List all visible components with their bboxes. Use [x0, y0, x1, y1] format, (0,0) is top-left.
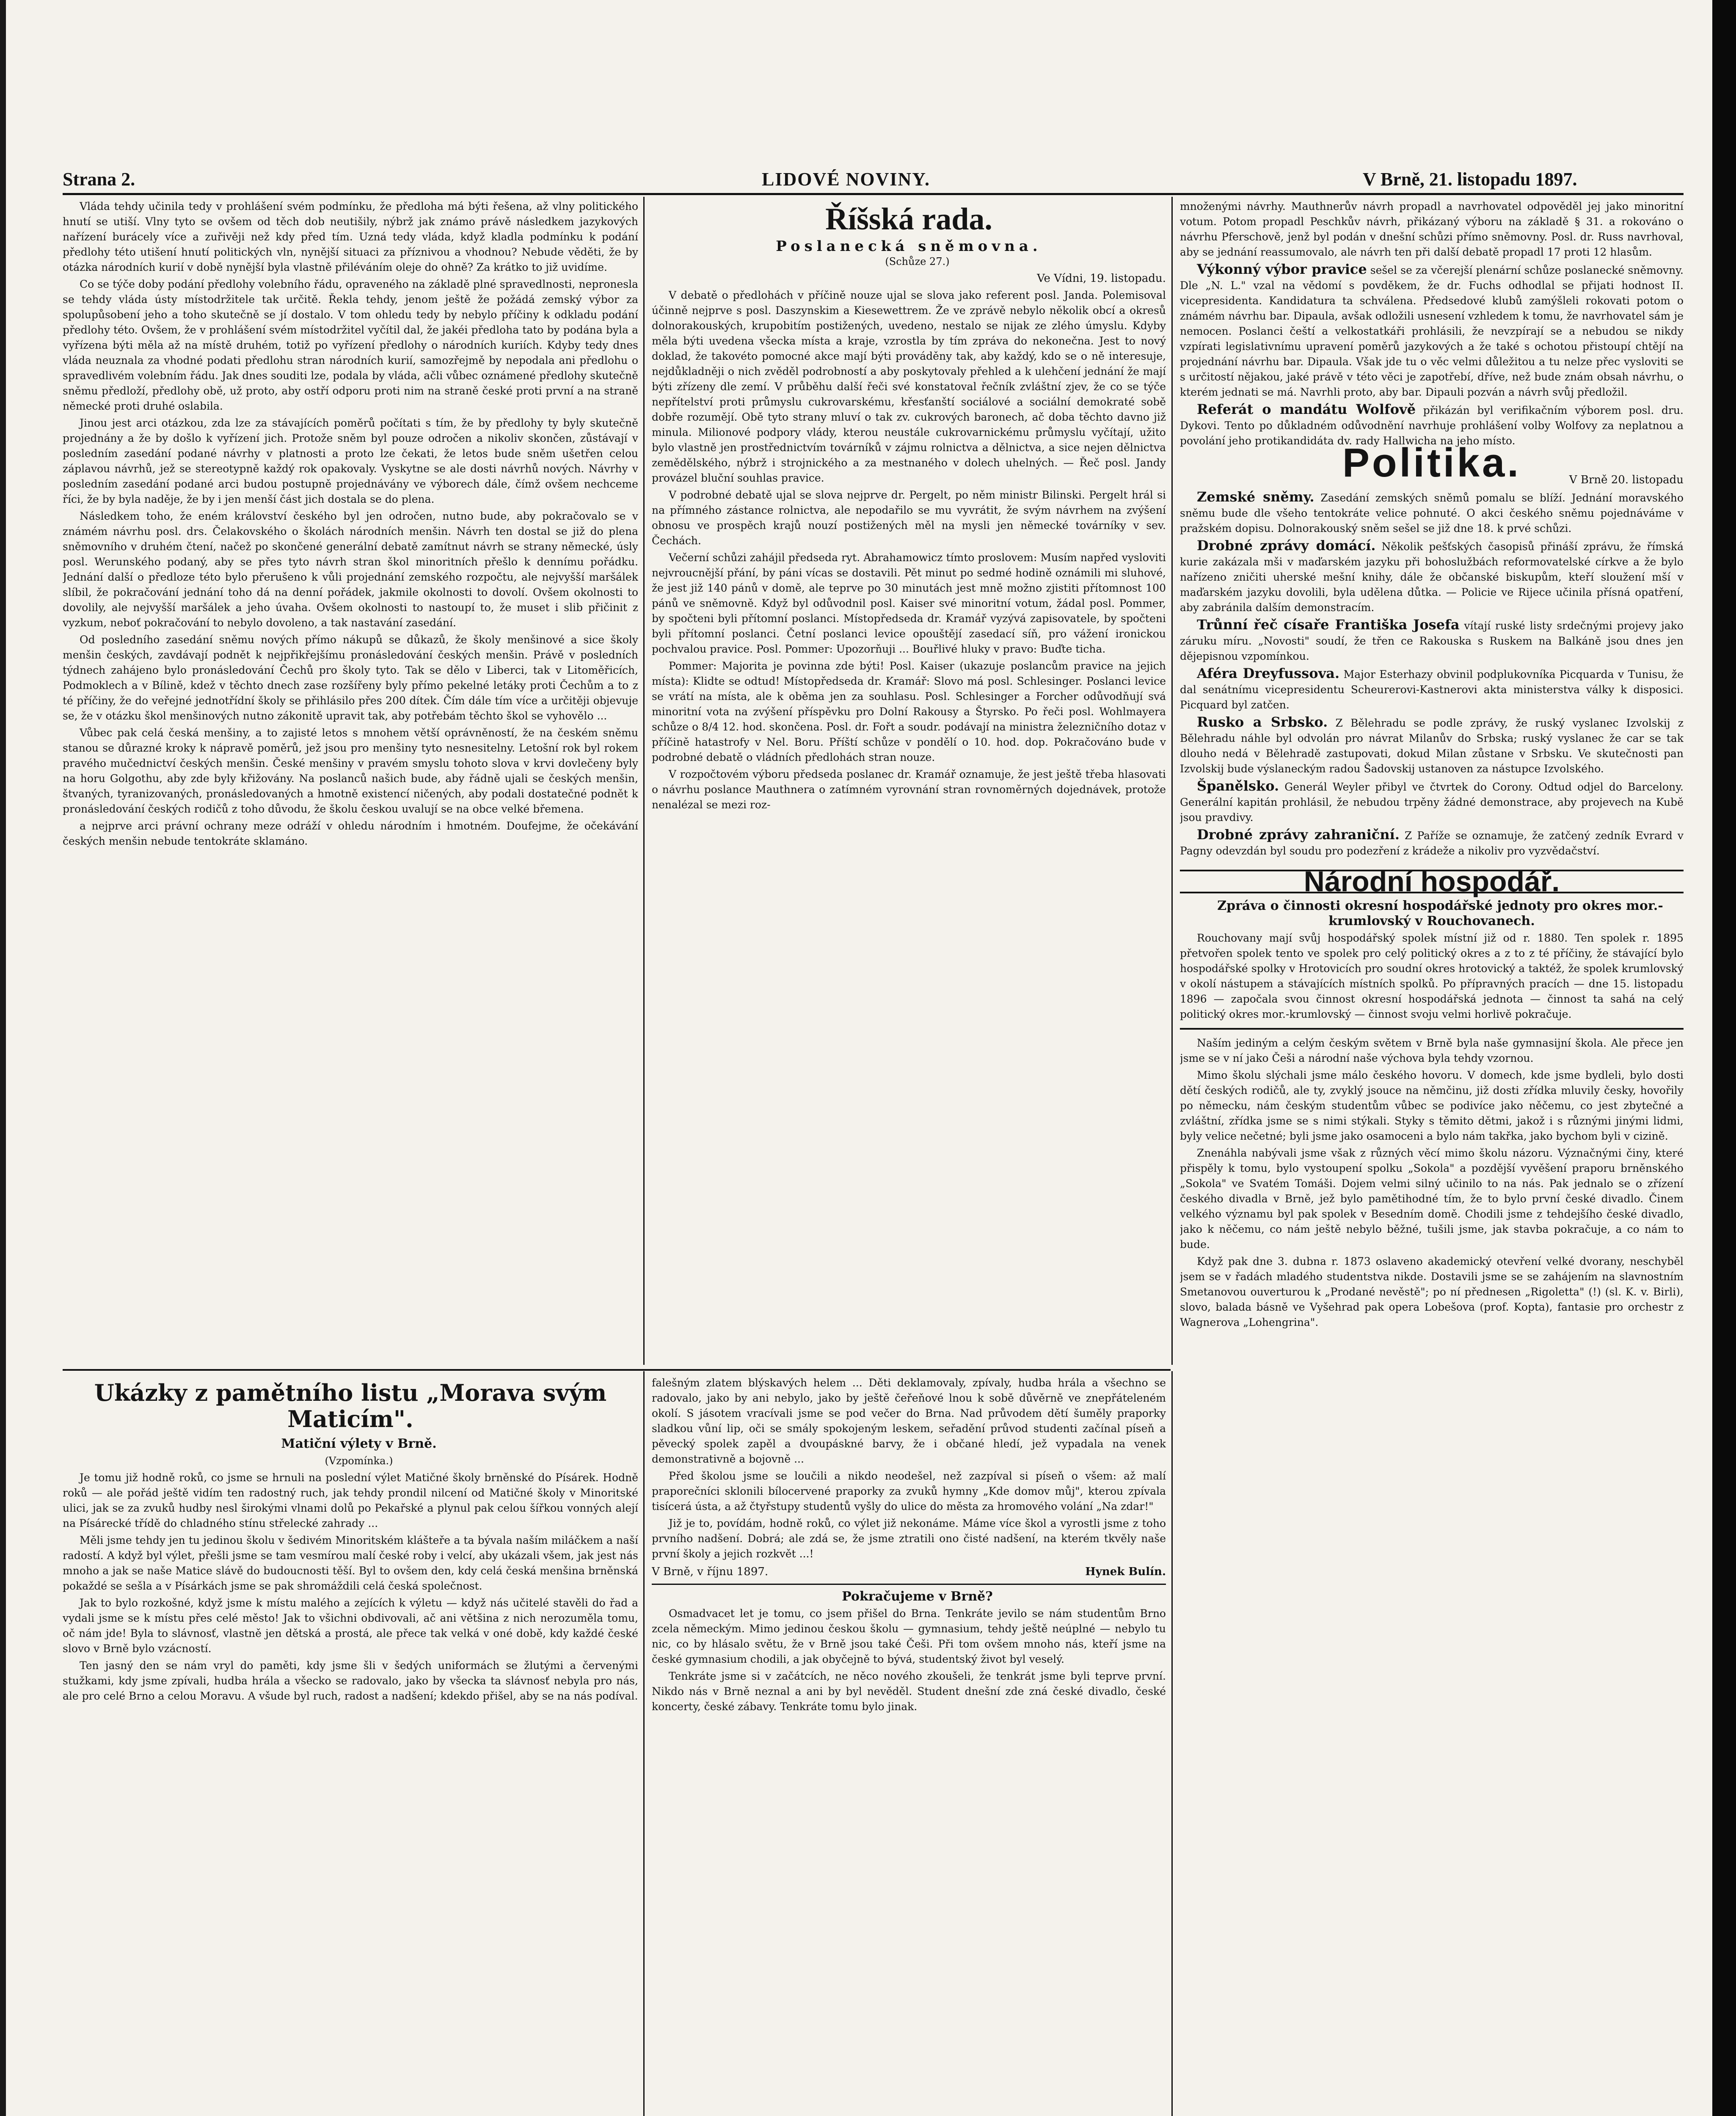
bottom-right-paragraph: Znenáhla nabývali jsme však z různých věcí mimo školu názoru. Význačnými činy, které přispěly k tomu, bylo vystoupení spolku „Sokola" a pozdější vyvěšení praporu brněnského „Sokola" ve Svatém Tomáši. Dojem velmi silný učinilo to na nás. Pak jednalo se o zřízení českého divadla v Brně, jež bylo pamětihodné tím, že to bylo první české divadlo. Činem velkého významu byl pak spolek v Besedním domě. Chodili jsme z tehdejšího české divadlo, jako k něčemu, co nám ještě nebylo běžné, tušili jsme, jak stavba pokračuje, a co nám to bude. — [1180, 1147, 1684, 1251]
politika-item-lead: Španělsko. — [1197, 778, 1279, 794]
scan-edge-left — [0, 0, 6, 2116]
left-paragraph: Od posledního zasedání sněmu nových přímo nákupů se důkazů, že školy menšinové a sice školy menšin českých, zavdávají podnět k nejpřikřejšímu pronásledování českých menšin. Právě v posledních týdnech zahájeno bylo pronásledování Čechů pro školy tyto. Tak se dělo v Liberci, tak v Litoměřicích, Podmoklech a v Bílině, kdež v těchto dnech zase rozšířeny byly přímo pekelné letáky proti Čechům a to z té příčiny, že do veřejné jednotřídní školy se přihlásilo přes 200 dítek. Čím dále tím více a určitěji objevuje se, že v otázku škol menšinových nutno zákonitě upravit tak, aby potřebám těchto škol se vyhovělo ... — [63, 634, 638, 722]
politika-item-text: Generál Weyler přibyl ve čtvrtek do Corony. Odtud odjel do Barcelony. Generální kapitán prohlásil, že nebudou trpěny žádné demonstrace, aby projevech na Kubě jsou pravdivy. — [1180, 781, 1684, 824]
politika-item-lead: Rusko a Srbsko. — [1197, 714, 1328, 730]
feuilleton-middle-paragraph: falešným zlatem blýskavých helem ... Děti deklamovaly, zpívaly, hudba hrála a všechno se radovalo, jako by ani nebylo, jako by ještě čeřeňové lnou k sobě důvěrně ve znepřáteleném okolí. S jásotem vracívali jsme se pod večer do Brna. Nad průvodem dětí šuměly praporky sladkou vůní lip, oči se smály spokojeným leskem, seřadění průvod studenti začínal píseň a pěvecký spolek zapěl a dvoupáskné barvy, že i občané hledí, jež vypadala na venek demonstrativně a bojovně ... — [652, 1377, 1166, 1465]
feuilleton-paragraph: Měli jsme tehdy jen tu jedinou školu v šedivém Minoritském klášteře a ta bývala naším miláčkem a naší radostí. A když byl výlet, přešli jsme se tam vesmírou malí české roby i velcí, aby ukázali všem, jak jest nás mnoho a jak se naše Matice slávě do budoucnosti těší. Byl to ovšem den, kdy celá česká menšina brněnská pokaždé se sešla a v Písárkách jsme se pak shromáždili celá česká společnost. — [63, 1534, 638, 1592]
signoff-place: V Brně, v říjnu 1897. — [652, 1565, 769, 1578]
politika-item-text: Major Esterhazy obvinil podplukovníka Picquarda v Tunisu, že dal senátnímu vicepresidentu Scheurerovi-Kastnerovi akta ministerstva války k disposici. Picquard byl zatčen. — [1180, 668, 1684, 711]
feuilleton-middle-paragraph: Již je to, povídám, hodně roků, co výlet již nekonáme. Máme více škol a vyrostli jsme z toho prvního nadšení. Dobrá; ale zdá se, že jsme ztratili ono čisté nadšení, na kterém tkvěly naše první školy a jejich rozkvět ...! — [652, 1517, 1166, 1560]
politika-item-text: Zasedání zemských sněmů pomalu se blíží. Jednání moravského sněmu bude dle všeho tentokráte velice pohnuté. O akci českého sněmu pojednáváme v pražském dopisu. Dolnorakouský sněm sešel se již dne 18. k prvé schůzi. — [1180, 492, 1684, 535]
bottom-right-paragraph: Naším jediným a celým českým světem v Brně byla naše gymnasijní škola. Ale přece jen jsme se v ní jako Češi a národní naše výchova byla tehdy vzornou. — [1180, 1037, 1684, 1064]
signature-line — [652, 1564, 1166, 1579]
referat-text: přikázán byl verifikačním výborem posl. dru. Dykovi. Tento po důkladném odůvodnění navrhuje prohlášení volby Wolfovy za neplatnou a povolání jeho protikandidáta dv. rady Hallwicha na jeho místo. — [1180, 404, 1684, 447]
politika-item-lead: Zemské sněmy. — [1197, 489, 1314, 505]
middle-paragraph: V debatě o předlohách v příčině nouze ujal se slova jako referent posl. Janda. Polemisoval účinně nejprve s posl. Daszynskim a Kiesewettrem. Že ve zprávě nebylo několik obcí a okresů dolnorakouských, krupobitím postižených, uvedeno, nestalo se nijak ze zlého úmyslu. Kdyby měla býti uvedena všecka místa a kraje, vzrostla by tím zpráva do nekonečna. Jest to nový doklad, že takovéto pomocné akce mají býti prováděny tak, aby každý, kdo se o ně interesuje, nejdůkladněji o nich zvěděl podrobností a aby poskytovaly přehled a k ulehčení jednání že mají býti zřízeny dle zemí. V průběhu další řeči své konstatoval řečník zvláštní zjev, že co se týče nepřítelství proti průmyslu cukrovarskému, křesťanští sociálové a sociální demokraté sobě dobře rozumějí. Obě tyto strany mluví o tak zv. cukrových baronech, ač doba těchto davno již minula. Milionové podpory vlády, kterou neustále cukrovarnickému průmyslu vyčítají, užito bylo vlastně jen prostřednictvím továrníků v zájmu rolnictva a dělnictva, a sice nejen dělnictva zemědělského, nýbrž i strojnického a za mestnaného v dolech uhelných. — Řeč posl. Jandy provázel bluční souhlas pravice. — [652, 289, 1166, 484]
hospodar-text: Rouchovany mají svůj hospodářský spolek místní již od r. 1880. Ten spolek r. 1895 přetvořen spolek tento ve spolek pro celý politický okres a z to z té příčiny, že stávající bylo hospodářské spolky v Hrotovicích pro soudní okres hrotovický a taktéž, že spolek krumlovský v okolí nástupem a stávajících místních spolků. Po přípravných pracích — dne 15. listopadu 1896 — započala svou činnost okresní hospodářská jednota — činnost ta sahá na celý politický okres mor.-krumlovský — činnost svoju velmi horlivě pokračuje. — [1180, 932, 1684, 1020]
politika-item-text: Několik pešťských časopisů přináší zprávu, že římská kurie zakázala mši v maďarském jazyku při bohoslužbách reformovatelské církve a že bylo nařízeno zničiti uherské mešní knihy, dále že občanské biskupům, kteří sloužení mší v maďarském jazyku dovolili, byla udělena důtka. — Policie ve Rijece učinila přísná opatření, aby zabránila dalším demonstracím. — [1180, 540, 1684, 614]
continuation-paragraph: Tenkráte jsme si v začátcích, ne něco nového zkoušeli, že tenkrát jsme byli teprve první. Nikdo nás v Brně neznal a ani by byl nevěděl. Student dnešní zde zná české divadlo, české koncerty, české zábavy. Tenkráte tomu bylo jinak. — [652, 1670, 1166, 1713]
signoff-name: Hynek Bulín. — [1085, 1565, 1166, 1578]
middle-rule — [652, 1584, 1166, 1585]
feuilleton-note: (Vzpomínka.) — [325, 1455, 393, 1467]
right-section-rule — [1180, 1028, 1684, 1030]
header-rule — [63, 193, 1684, 195]
left-closing: a nejprve arci právní ochrany meze odráží v ohledu národním i hmotném. Doufejme, že očekávání českých menšin nebude tentokráte sklamáno. — [63, 820, 638, 847]
feuilleton-paragraph: Je tomu již hodně roků, co jsme se hrnuli na poslední výlet Matičné školy brněnské do Písárek. Hodně roků — ale pořád ještě vidím ten radostný ruch, jak tehdy prondil nilcení od Matičné školy v Minoritské ulici, jak se za zvuků hudby nesl širokými vlnami dolů po Pekařské a plynul pak celou šířkou vonných alejí na Písárecké třídě do chladného stínu střelecké zahrady ... — [63, 1471, 638, 1529]
politika-item-text: Z Paříže se oznamuje, že zatčený zedník Evrard v Pagny odevzdán byl soudu pro podezření z krádeže a nikoliv pro vyzvědačství. — [1180, 829, 1684, 857]
middle-paragraph: Večerní schůzi zahájil předseda ryt. Abrahamowicz tímto proslovem: Musím napřed vysloviti nejvroucnější přání, by páni vícas se dostavili. Pět minut po sedmé hodině oznámili mi sluhové, že jest již 140 pánů v domě, ale teprve po 30 minutách jest mně možno zjistiti přítomnost 100 pánů ve sněmovně. Když byl odůvodnil posl. Kaiser své minoritní votum, žádal posl. Pommer, by spočteni byli přítomní poslanci. Místopředseda dr. Kramář vyzývá zapisovatele, by spočteni byli přítomní poslanci. Četní poslanci levice opouštějí zasedací síň, pro vážení ironickou pochvalou pravice. Posl. Pommer: Upozorňuji ... Bouřlivé hluky v pravo: Buďte ticha. — [652, 551, 1166, 655]
feuilleton-middle — [652, 1375, 1166, 2116]
section-subtitle: Poslanecká sněmovna. — [776, 238, 1042, 255]
vybor-text: sešel se za včerejší plenární schůze poslanecké sněmovny. Dle „N. L." vzal na vědomí s povděkem, že dr. Fuchs odhodlal se přijati hodnost II. vicepresidenta. Kandidatura ta schválena. Předsedové klubů zamýšleli rokovati potom o známém návrhu bar. Dipaula, avšak odložili usnesení vzhledem k tomu, že navrhovatel sám je nemocen. Poslanci čeští a velkostatkáři prohlásili, že nevzpírají se a nebudou se nikdy vzpírati legislativnímu upravení poměrů jazykových a že také s ochotou přistoupí chtějí na projednání návrhu bar. Dipaula. Však jde tu o věc velmi důležitou a tu nelze přec vysloviti se s určitostí nějakou, jaké právě v této věci je zapotřebí, dříve, než bude znám obsah návrhu, o kterém jednati se má. Navrhli proto, aby bar. Dipauli pozván a návrh svůj předložil. — [1180, 264, 1684, 398]
left-paragraph: Jinou jest arci otázkou, zda lze za stávajících poměrů počítati s tím, že by předlohy ty byly skutečně projednány a že by došlo k vyřízení jich. Protože sněm byl pouze odročen a nikoliv skončen, zůstávají v posledním zasedání podané návrhy v platnosti a proto lze čekati, že letos bude sněm ušetřen celou záplavou návrhů, jež se stereotypně každý rok opakovaly. Vyskytne se ale dosti návrhů nových. Návrhy v posledním zasedání podané arci budou postupně projednávány ve výborech dále, čímž ovšem nechceme říci, že by byla naděje, že by i jen menší část jich dostala se do plena. — [63, 417, 638, 505]
continuation-paragraph: Osmadvacet let je tomu, co jsem přišel do Brna. Tenkráte jevilo se nám studentům Brno zcela německým. Mimo jedinou českou školu — gymnasium, tehdy ještě neúplné — nebylo tu nic, co by hlásalo světu, že v Brně jsou také Češi. Při tom ovšem mnoho nás, kteří jsme na české gymnasium chodili, a jak obyčejně to bývá, studentský život byl veselý. — [652, 1607, 1166, 1665]
left-paragraph: Vláda tehdy učinila tedy v prohlášení svém podmínku, že předloha má býti řešena, až vlny politického hnutí se utiší. Vlny tyto se ovšem od těch dob neutišily, nýbrž jak známo právě následkem jazykových nařízení burácely více a zuřivěji než kdy před tím. Uzná tedy vláda, když kladla podmínku k podání předlohy této utišení hnutí politických vln, nynější situaci za příznivou a vhodnou? Nebude věděti, že by otázka národních kurií v době nynější byla vlastně přiléváním oleje do ohně? Za krátko to již uvidíme. — [63, 200, 638, 273]
feuilleton-middle-paragraph: Před školou jsme se loučili a nikdo neodešel, než zazpíval si píseň o všem: až malí praporečníci sklonili bílocervené praporky za zvuků hymny „Kde domov můj", kterou zpívala tisícerá ústa, a až čtyřstupy studentů vyšly do ulice do města za hromového volání „Na zdar!" — [652, 1470, 1166, 1513]
right-column — [1180, 199, 1684, 2116]
middle-column — [652, 199, 1166, 1363]
feuilleton-paragraph: Jak to bylo rozkošné, když jsme k místu malého a zejících k výletu — když nás učitelé stavěli do řad a vydali jsme se k místu přes celé město! Jak to všichni obdivovali, ač ani většina z nich nerozuměla tomu, oč nám jde! Byla to slávnosť, vlastně jen dětská a prostá, ale přece tak velká v oné době, kdy každé české slovo v Brně bylo vzácností. — [63, 1597, 638, 1655]
left-paragraph: Vůbec pak celá česká menšiny, a to zajisté letos s mnohem větší oprávněností, že na českém sněmu stanou se důrazné kroky k nápravě poměrů, jež jsou pro menšiny tyto nesnesitelny. Letošní rok byl rokem pravého mučednictví českých menšin. České menšiny v pravém smyslu tohoto slova v krvi dovlečeny byly na horu Golgothu, aby zde byly křižovány. Na poslanců našich bude, aby řádně ujali se českých menšin, štvaných, tyranizovaných, pronásledovaných a hmotně existencí ničených, aby podali dostatečné podnět k pronásledování českých rodičů z toho důvodu, že školu českou uvalují se na obce velké břemena. — [63, 727, 638, 815]
middle-paragraph: V podrobné debatě ujal se slova nejprve dr. Pergelt, po něm ministr Bilinski. Pergelt hrál si na přímného zástance rolnictva, ale nepodařilo se mu vyvrátit, že svým návrhem na zvýšení obnosu ve prospěch krajů nouzí postižených měl na mysli jen německé továrníky v sev. Čechách. — [652, 489, 1166, 547]
hospodar-lead: Zpráva o činnosti okresní hospodářské jednoty pro okres mor.-krumlovský v Rouchovanech. — [1217, 898, 1663, 929]
masthead-title: LIDOVÉ NOVINY. — [762, 169, 931, 190]
left-column — [63, 199, 638, 1363]
session-number: (Schůze 27.) — [885, 256, 950, 267]
column-divider-2 — [1171, 197, 1173, 1365]
referat-lead: Referát o mandátu Wolfově — [1197, 401, 1416, 417]
column-divider-4 — [1171, 1371, 1173, 2116]
column-divider-3 — [643, 1371, 645, 2116]
section-divider — [63, 1369, 1171, 1371]
feuilleton-subtitle: Matiční výlety v Brně. — [281, 1436, 437, 1451]
left-paragraph: Co se týče doby podání předlohy volebního řádu, opraveného na základě plné spravedlnosti, nepronesla se tehdy vláda ústy místodržitele tak určitě. Řekla tehdy, jenom ještě že požádá zemský výbor za spolupůsobení jeho a toho skutečně se jí dostalo. V tom ohledu tedy by nebylo příčiny k odkladu podání předlohy této. Ovšem, že v prohlášení svém místodržitel vyčítil dal, že jakéi předloha tato by podána byla a vyřízena býti měla až na místě druhém, totiž po vyřízení předlohy o národních kuriích. Kdyby tedy dnes vláda neuznala za vhodné podati předlohu stran národních kurií, samozřejmě by nepodala ani předlohu o spravedlivém volebním řádu. Jak dnes souditi lze, podala by vláda, ačli vůbec oznámené předlohy skutečně sněmu předloží, předlohy obě, už proto, aby ostří odporu proti nim na straně české proti první a na straně německé proti druhé oslabila. — [63, 278, 638, 412]
politika-item-lead: Drobné zprávy zahraniční. — [1197, 827, 1400, 843]
politika-item-lead: Drobné zprávy domácí. — [1197, 537, 1376, 554]
section-title-risska-rada: Říšská rada. — [825, 202, 992, 237]
scan-edge-right — [1712, 0, 1736, 2116]
column-divider-1 — [643, 197, 645, 1365]
page-number: Strana 2. — [63, 169, 135, 190]
bottom-right-paragraph: Když pak dne 3. dubna r. 1873 oslaveno akademický otevření velké dvorany, neschyběl jsem se v řadách mladého studentstva nikde. Dostavili jsme se se zahájením na slavnostním Smetanovou ouverturou k „Prodané nevěstě"; po ní přednesen „Rigoletta" (!) (sl. K. v. Birli), slovo, balada básně ve Vyšehrad pak opera Lobešova (prof. Kopta), fantasie pro orchestr z Wagnerova „Lohengrina". — [1180, 1255, 1684, 1328]
middle-paragraph: Pommer: Majorita je povinna zde býti! Posl. Kaiser (ukazuje poslancům pravice na jejich místa): Klidte se odtud! Místopředseda dr. Kramář: Slovo má posl. Schlesinger. Poslanci levice se vrátí na místa, ale k oběma jen za souhlasu. Posl. Schlesinger a Forcher odůvodňují svá minoritní vota na zvýšení příspěvku pro Dolní Rakousy a Štyrsko. Po řeči posl. Wohlmayera schůze o 8/4 12. hod. skončena. Posl. dr. Fořt a soudr. podávají na ministra železničního dotaz v příčině hatastrofy v Nel. Boru. Příští schůze v pondělí o 10. hod. dop. Pokračováno bude v podrobné debatě o vládních předlohách stran nouze. — [652, 660, 1166, 763]
politika-item-lead: Aféra Dreyfussova. — [1197, 665, 1340, 681]
middle-paragraph: V rozpočtovém výboru předseda poslanec dr. Kramář oznamuje, že jest ještě třeba hlasovati o návrhu poslance Mauthnera o zatímném vyrovnání stran rovnoměrných dojednávek, protože nenalézal se mezi roz- — [652, 768, 1166, 811]
politika-dateline: V Brně 20. listopadu — [1569, 474, 1684, 486]
feuilleton-left — [63, 1375, 638, 2116]
bottom-right-paragraph: Mimo školu slýchali jsme málo českého hovoru. V domech, kde jsme bydleli, bylo dosti dětí českých rodičů, ale ty, zvyklý jsouce na němčinu, již dosti zřídka mluvily česky, hovořily po německu, nám českým studentům vůbec se podivíce jako něčemu, co jest zbytečné a zvláštní, zřídka jsme se s nimi stýkali. Styky s těmito dětmi, jakož i s různými jinými lidmi, byly velice nečetné; byli jsme jako osamoceni a bylo nám takřka, jako bychom byli v cizině. — [1180, 1069, 1684, 1142]
header-dateline: V Brně, 21. listopadu 1897. — [1363, 169, 1577, 190]
feuilleton-title: Ukázky z pamětního listu „Morava svým Maticím". — [94, 1379, 607, 1433]
section-title-narodni-hospodar: Národní hospodář. — [1180, 870, 1684, 893]
continuation-title: Pokračujeme v Brně? — [842, 1589, 993, 1604]
left-paragraph: Následkem toho, že eném království českého byl jen odročen, nutno bude, aby pokračovalo se v známém návrhu posl. drs. Čelakovského o školách národních menšin. Návrh ten dostal se již do plena sněmovního v druhém čtení, načež po skončené generální debatě zamítnut návrh se strany německé, úsly posl. Werunského podaný, aby se přes tyto návrh stran škol minoritních přešlo k dennímu pořádku. Jednání další o předloze této bylo přerušeno k vůli projednání zemského rozpočtu, ale nejvyšší maršálek slíbil, že pokračování jednání toho dá na denní pořádek, jakmile okolnosti to dovolí. Ovšem okolnosti to dovolily, ale nejvyšší maršálek a jeho úvaha. Ovšem okolnosti to nastoupí to, že muset i slib přičinit z vyzkum, neboť pokračování to nebylo dovoleno, a tak nastavání zasedání. — [63, 510, 638, 629]
vybor-lead: Výkonný výbor pravice — [1197, 261, 1367, 277]
politika-item-text: Z Bělehradu se podle zprávy, že ruský vyslanec Izvolskij z Bělehradu náhle byl odvolán pro návrat Milanův do Srbska; ruský vyslanec že car se tak dlouho nedá v Bělehradě zastupovati, dokud Milan zůstane v Srbsku. Ve skutečnosti pan Izvolskij bude výslaneckým radou Šadovskij ustanoven za nástupce Izvolského. — [1180, 717, 1684, 775]
section-title-politika: Politika. — [1342, 440, 1521, 485]
politika-item-text: vítají ruské listy srdečnými projevy jako záruku míru. „Novosti" soudí, že třen ce Rakouska s Ruskem na Balkáně jsou dnes jen dějepisnou vzpomínkou. — [1180, 620, 1684, 662]
right-paragraph: množenými návrhy. Mauthnerův návrh propadl a navrhovatel odpověděl jej jako minoritní votum. Potom propadl Peschkův návrh, přikázaný výboru na základě § 31. a rokováno o návrhu Pferschově, jenž byl podán v dnešní schůzi přímo sněmovny. Posl. dr. Russ navrhoval, aby se jednání reassumovalo, ale návrh ten při další debatě propadl 17 proti 12 hlasům. — [1180, 200, 1684, 258]
politika-item-lead: Trůnní řeč císaře Františka Josefa — [1197, 617, 1460, 633]
middle-dateline: Ve Vídni, 19. listopadu. — [1037, 272, 1166, 285]
feuilleton-paragraph: Ten jasný den se nám vryl do paměti, kdy jsme šli v šedých uniformách se žlutými a červenými stužkami, kdy jsme zpívali, hudba hrála a všecko se radovalo, jako by všecka ta slávnosť nebyla pro nás, ale pro celé Brno a celou Moravu. A všude byl ruch, radost a nadšení; kdekdo přišel, aby se na nás podíval. — [63, 1659, 638, 1702]
